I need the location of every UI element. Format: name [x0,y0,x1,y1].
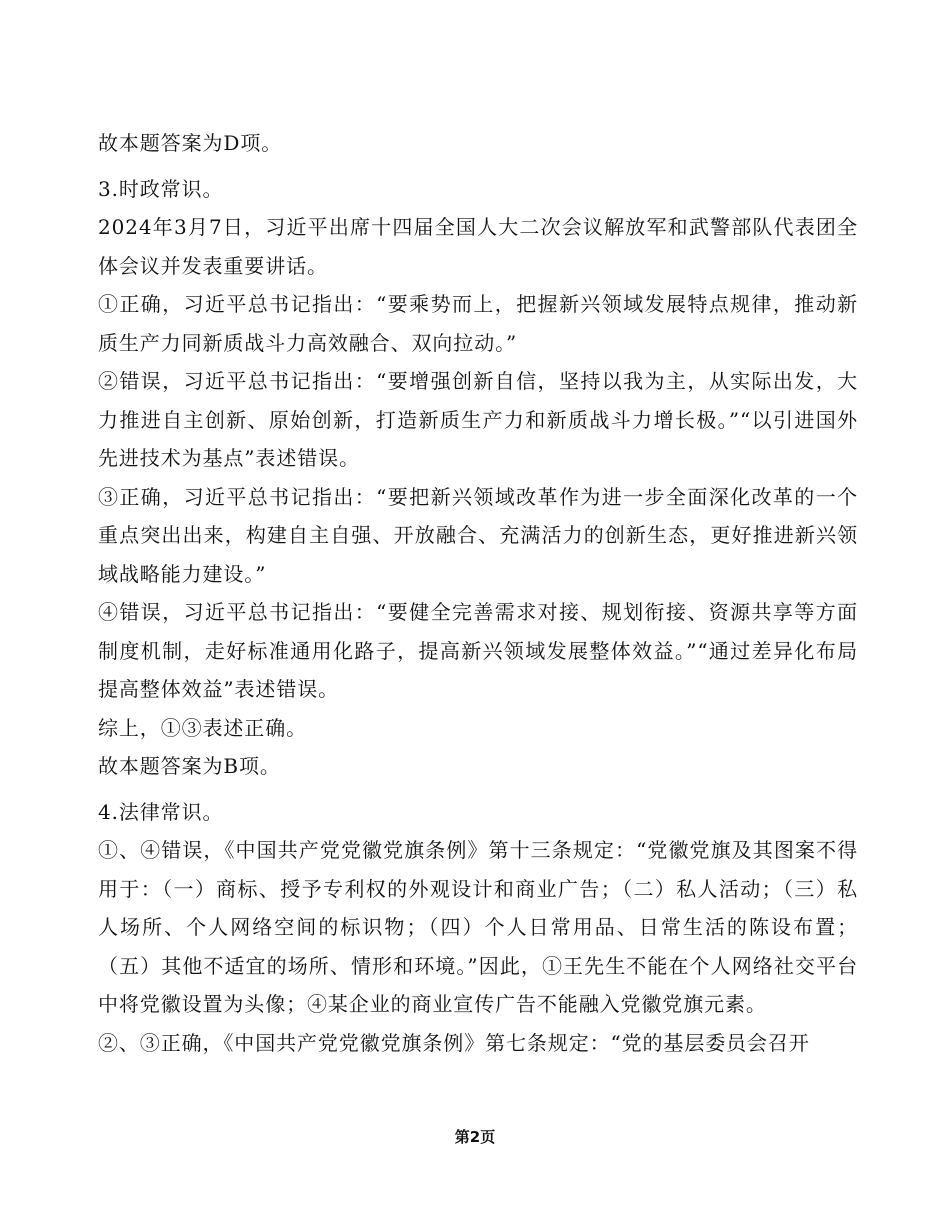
document-body [98,124,858,1062]
page-number: 第2页 [454,1128,496,1146]
paragraph-option-3: ③正确，习近平总书记指出：“要把新兴领域改革作为进一步全面深化改革的一个重点突出出来，构建自主自强、开放融合、充满活力的创新生态，更好推进新兴领域战略能力建设。” [98,484,858,586]
answer-conclusion-d: 故本题答案为D项。 [98,131,283,155]
paragraph-summary: 综上，①③表述正确。 [98,715,307,740]
paragraph-option-4: ④错误，习近平总书记指出：“要健全完善需求对接、规划衔接、资源共享等方面制度机制，走好标准通用化路子，提高新兴领域发展整体效益。”“通过差异化布局提高整体效益”表述错误。 [98,600,858,701]
section-heading-current-affairs: 3.时政常识。 [98,176,224,201]
paragraph-option-2: ②错误，习近平总书记指出：“要增强创新自信，坚持以我为主，从实际出发，大力推进自主创新、原始创新，打造新质生产力和新质战斗力增长极。”“以引进国外先进技术为基点”表述错误。 [98,369,858,470]
paragraph-option-1-4: ①、④错误，《中国共产党党徽党旗条例》第十三条规定：“党徽党旗及其图案不得用于：（一）商标、授予专利权的外观设计和商业广告；（二）私人活动；（三）私人场所、个人网络空间的标识物；（四）个人日常用品、日常生活的陈设布置；（五）其他不适宜的场所、情形和环境。”因此，①王先生不能在个人网络社交平台中将党徽设置为头像；④某企业的商业宣传广告不能融入党徽党旗元素。 [98,838,858,1016]
answer-conclusion-b: 故本题答案为B项。 [98,754,281,778]
section-heading-law: 4.法律常识。 [98,799,224,824]
paragraph-intro: 2024年3月7日，习近平出席十四届全国人大二次会议解放军和武警部队代表团全体会议并发表重要讲话。 [98,215,858,278]
paragraph-option-1: ①正确，习近平总书记指出：“要乘势而上，把握新兴领域发展特点规律，推动新质生产力同新质战斗力高效融合、双向拉动。” [98,292,858,355]
paragraph-option-2-3: ②、③正确，《中国共产党党徽党旗条例》第七条规定：“党的基层委员会召开 [98,1030,810,1055]
